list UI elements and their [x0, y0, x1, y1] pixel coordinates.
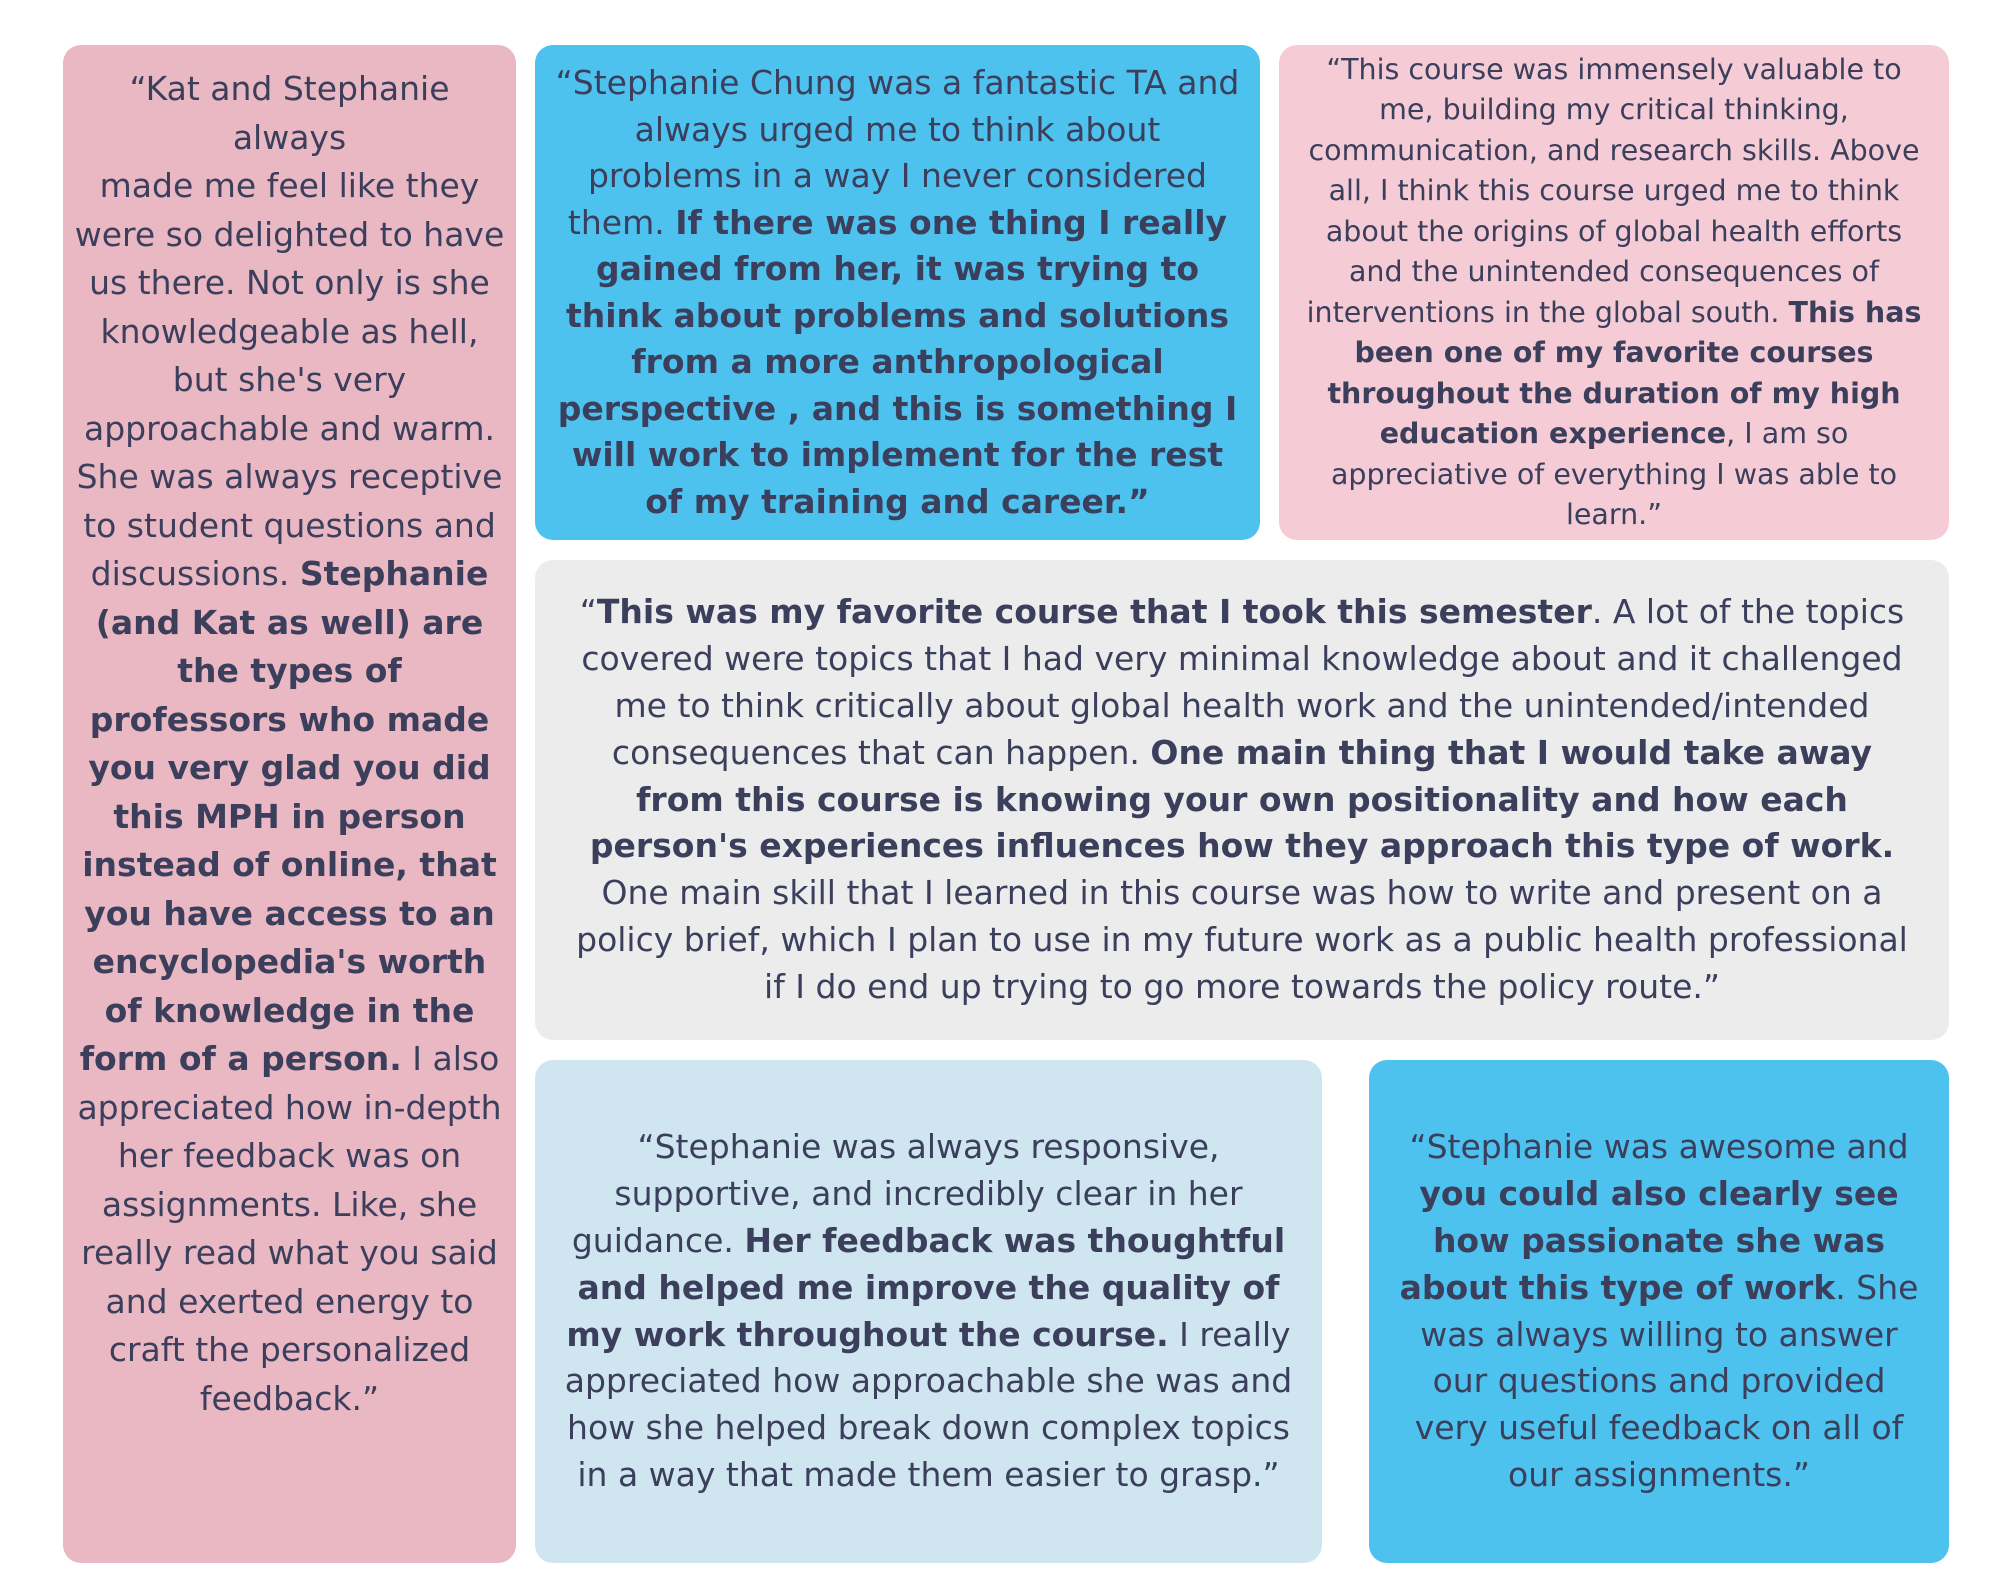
quote-text: I also appreciated how in-depth her feedback was on assignments. Like, she really read what you said and exerted energy to craft the personalized feedback.” — [77, 1039, 502, 1418]
testimonial-card-immensely-valuable — [1279, 45, 1949, 540]
testimonial-quote — [1397, 1124, 1921, 1498]
testimonial-card-responsive-supportive — [535, 1060, 1322, 1563]
quote-text: “Stephanie was always responsive, supportive, and incredibly clear in her guidance. — [571, 1127, 1243, 1260]
quote-text: “ — [579, 592, 597, 632]
testimonial-quote — [73, 65, 506, 1423]
quote-text: “Kat and Stephanie always made me feel like they were so delighted to have us there. Not only is she knowledgeable as hell, but she's very approachable and warm. She was always receptive to student questions and discussions. — [74, 69, 505, 593]
quote-highlight: Stephanie (and Kat as well) are the types of professors who made you very glad you did this MPH in person instead of online, that you have access to an encyclopedia's worth of knowledge in the form of a person. — [79, 554, 497, 1078]
quote-text: . A lot of the topics covered were topics that I had very minimal knowledge about and it challenged me to think critically about global health work and the unintended/intended consequences that can happen. — [581, 592, 1905, 772]
testimonial-quote — [553, 60, 1242, 525]
quote-highlight: If there was one thing I really gained from her, it was trying to think about problems and solutions from a more anthropological perspective , and this is something I will work to implement for the rest of my training and career.” — [557, 202, 1238, 521]
quote-text: , I am so appreciative of everything I was able to learn.” — [1330, 417, 1898, 531]
quote-text: “This course was immensely valuable to me, building my critical thinking, communication, and research skills. Above all, I think this course urged me to think about the origins of global health efforts and the unintended consequences of interventions in the global south. — [1306, 52, 1920, 329]
quote-text: . She was always willing to answer our questions and provided very useful feedback on all of our assignments.” — [1414, 1267, 1919, 1494]
quote-highlight: This was my favorite course that I took this semester — [596, 592, 1592, 632]
testimonial-card-awesome-passionate — [1369, 1060, 1949, 1563]
quote-text: I really appreciated how approachable she was and how she helped break down complex topics in a way that made them easier to grasp.” — [564, 1314, 1293, 1494]
testimonial-quote — [565, 589, 1919, 1010]
testimonial-card-favorite-course — [535, 560, 1949, 1040]
testimonial-card-fantastic-ta — [535, 45, 1260, 540]
testimonial-quote — [1297, 50, 1931, 536]
quote-highlight: This has been one of my favorite courses throughout the duration of my high education experience — [1327, 295, 1922, 450]
testimonial-card-kat-stephanie — [63, 45, 516, 1563]
quote-highlight: One main thing that I would take away from this course is knowing your own positionality and how each person's experiences influences how they approach this type of work. — [589, 732, 1895, 866]
testimonial-quote — [563, 1124, 1294, 1498]
quote-text: “Stephanie Chung was a fantastic TA and always urged me to think about problems in a way I never considered them. — [555, 63, 1240, 242]
quote-highlight: Her feedback was thoughtful and helped me improve the quality of my work throughout the course. — [566, 1220, 1286, 1354]
quote-highlight: you could also clearly see how passionate she was about this type of work — [1399, 1174, 1899, 1307]
quote-text: “Stephanie was awesome and — [1409, 1127, 1909, 1167]
quote-text: One main skill that I learned in this course was how to write and present on a policy brief, which I plan to use in my future work as a public health professional if I do end up trying to go more towards the policy route.” — [576, 873, 1908, 1006]
